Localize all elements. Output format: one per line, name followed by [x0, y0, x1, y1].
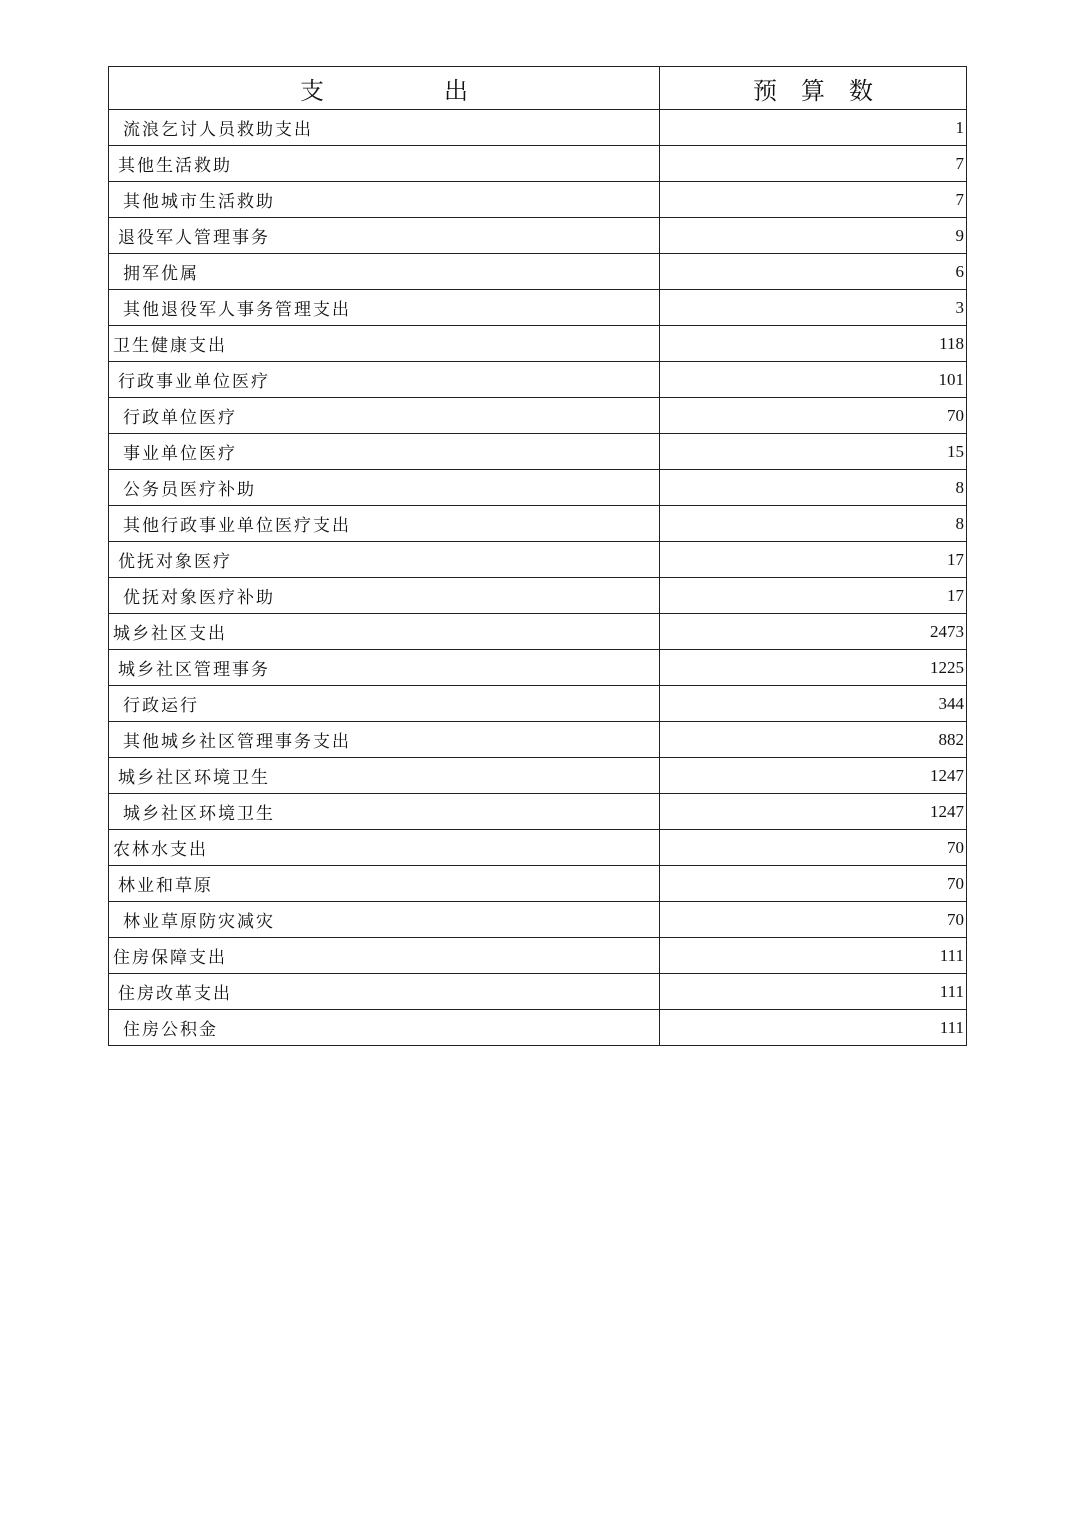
expense-item-name: 城乡社区环境卫生 — [109, 794, 660, 830]
expense-item-name: 城乡社区支出 — [109, 614, 660, 650]
expense-item-name: 其他城市生活救助 — [109, 182, 660, 218]
budget-amount: 111 — [660, 974, 967, 1010]
table-row — [109, 182, 967, 218]
budget-amount: 6 — [660, 254, 967, 290]
expense-item-name: 优抚对象医疗补助 — [109, 578, 660, 614]
table-row — [109, 470, 967, 506]
expense-item-name: 城乡社区管理事务 — [109, 650, 660, 686]
table-row — [109, 1010, 967, 1046]
table-row — [109, 542, 967, 578]
expense-item-name: 事业单位医疗 — [109, 434, 660, 470]
budget-amount: 17 — [660, 542, 967, 578]
budget-amount: 70 — [660, 902, 967, 938]
budget-amount: 7 — [660, 182, 967, 218]
table-row — [109, 758, 967, 794]
expense-item-name: 住房保障支出 — [109, 938, 660, 974]
budget-amount: 3 — [660, 290, 967, 326]
expense-item-name: 住房改革支出 — [109, 974, 660, 1010]
budget-amount: 1247 — [660, 758, 967, 794]
budget-amount: 8 — [660, 470, 967, 506]
budget-amount: 101 — [660, 362, 967, 398]
budget-amount: 1 — [660, 110, 967, 146]
table-row — [109, 794, 967, 830]
table-row — [109, 254, 967, 290]
table-row — [109, 650, 967, 686]
expense-item-name: 城乡社区环境卫生 — [109, 758, 660, 794]
expense-item-name: 农林水支出 — [109, 830, 660, 866]
table-row — [109, 290, 967, 326]
budget-amount: 1247 — [660, 794, 967, 830]
expense-item-name: 行政运行 — [109, 686, 660, 722]
table-row — [109, 398, 967, 434]
budget-amount: 17 — [660, 578, 967, 614]
table-row — [109, 938, 967, 974]
budget-amount: 9 — [660, 218, 967, 254]
expense-item-name: 林业和草原 — [109, 866, 660, 902]
header-budget: 预 算 数 — [660, 67, 967, 110]
table-row — [109, 506, 967, 542]
table-row — [109, 722, 967, 758]
budget-amount: 2473 — [660, 614, 967, 650]
expense-item-name: 其他退役军人事务管理支出 — [109, 290, 660, 326]
table-row — [109, 614, 967, 650]
budget-amount: 118 — [660, 326, 967, 362]
table-row — [109, 362, 967, 398]
expense-item-name: 其他城乡社区管理事务支出 — [109, 722, 660, 758]
budget-amount: 70 — [660, 398, 967, 434]
table-row — [109, 578, 967, 614]
budget-amount: 111 — [660, 938, 967, 974]
budget-table — [108, 66, 967, 1046]
budget-amount: 7 — [660, 146, 967, 182]
budget-amount: 882 — [660, 722, 967, 758]
table-row — [109, 830, 967, 866]
table-row — [109, 146, 967, 182]
table-row — [109, 434, 967, 470]
header-expense: 支 出 — [109, 67, 660, 110]
table-row — [109, 974, 967, 1010]
expense-item-name: 优抚对象医疗 — [109, 542, 660, 578]
budget-amount: 8 — [660, 506, 967, 542]
expense-item-name: 拥军优属 — [109, 254, 660, 290]
table-row — [109, 110, 967, 146]
expense-item-name: 其他生活救助 — [109, 146, 660, 182]
table-row — [109, 866, 967, 902]
table-row — [109, 218, 967, 254]
table-body — [109, 110, 967, 1046]
table-row — [109, 686, 967, 722]
table-row — [109, 902, 967, 938]
expense-item-name: 其他行政事业单位医疗支出 — [109, 506, 660, 542]
expense-item-name: 林业草原防灾减灾 — [109, 902, 660, 938]
expense-item-name: 行政单位医疗 — [109, 398, 660, 434]
expense-item-name: 公务员医疗补助 — [109, 470, 660, 506]
budget-amount: 70 — [660, 866, 967, 902]
table-row — [109, 326, 967, 362]
budget-amount: 344 — [660, 686, 967, 722]
budget-amount: 15 — [660, 434, 967, 470]
expense-item-name: 流浪乞讨人员救助支出 — [109, 110, 660, 146]
budget-amount: 70 — [660, 830, 967, 866]
expense-item-name: 住房公积金 — [109, 1010, 660, 1046]
header-row — [109, 67, 967, 110]
expense-item-name: 退役军人管理事务 — [109, 218, 660, 254]
expense-item-name: 卫生健康支出 — [109, 326, 660, 362]
budget-amount: 1225 — [660, 650, 967, 686]
table-header — [109, 67, 967, 110]
budget-amount: 111 — [660, 1010, 967, 1046]
expense-item-name: 行政事业单位医疗 — [109, 362, 660, 398]
